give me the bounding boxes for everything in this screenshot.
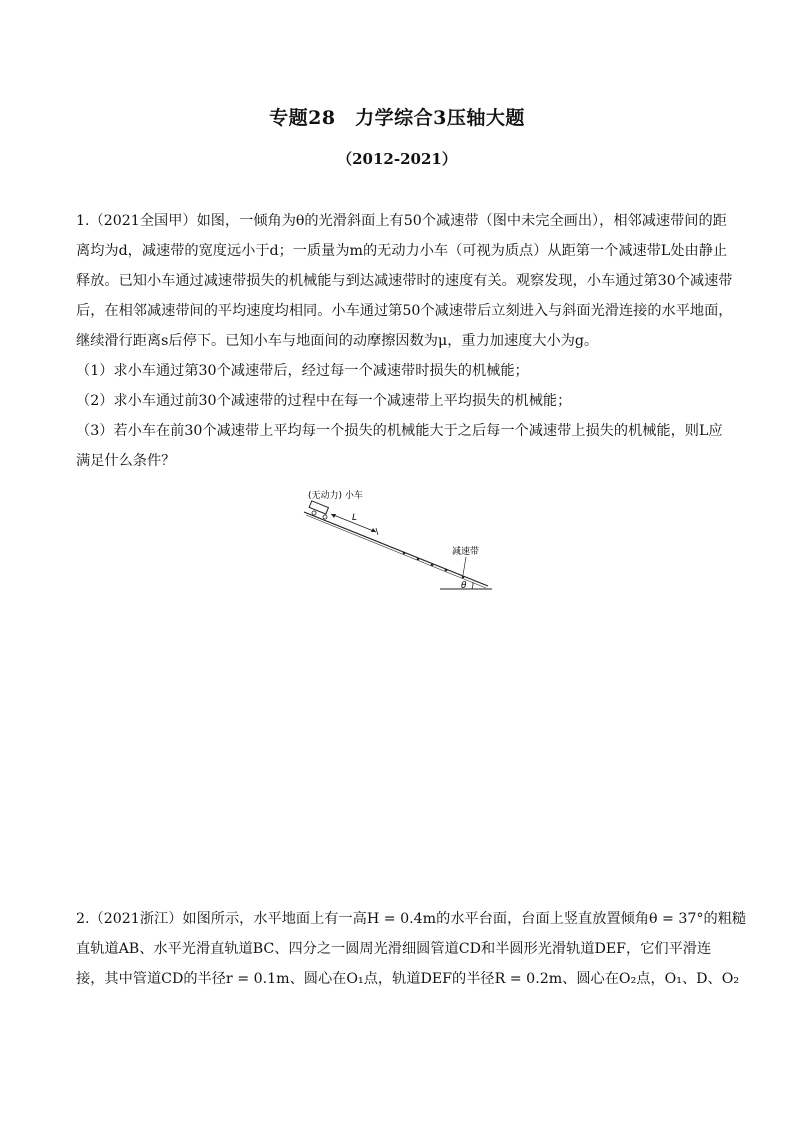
incline-figure: [300, 487, 500, 597]
speed-bump: [417, 558, 420, 561]
subquestion-2: （2）求小车通过前30个减速带的过程中在每一个减速带上平均损失的机械能；: [76, 393, 572, 409]
question-1: [76, 206, 733, 476]
question-2-line: 2.（2021浙江）如图所示，水平地面上有一高H = 0.4m的水平台面，台面上竖直放置倾角θ = 37°的粗糙: [76, 911, 747, 927]
question-1-line: 1.（2021全国甲）如图，一倾角为θ的光滑斜面上有50个减速带（图中未完全画出），相邻减速带间的距: [76, 213, 727, 229]
question-2-line: 接，其中管道CD的半径r = 0.1m、圆心在O₁点，轨道DEF的半径R = 0.2m、圆心在O₂点，O₁、D、O₂: [76, 971, 740, 987]
speed-bump: [445, 569, 448, 572]
speed-bump: [403, 552, 406, 555]
page-subtitle: （2012-2021）: [337, 150, 457, 168]
angle-label: θ: [461, 581, 467, 591]
bump-pointer: [463, 557, 466, 575]
page-title: 专题28 力学综合3压轴大题: [269, 107, 525, 129]
car-label: (无动力) 小车: [308, 491, 363, 501]
car-icon: [309, 501, 328, 519]
question-1-line: 后，在相邻减速带间的平均速度均相同。小车通过第50个减速带后立刻进入与斜面光滑连接的水平地面，: [76, 303, 733, 319]
question-1-line: 释放。已知小车通过减速带损失的机械能与到达减速带时的速度有关。观察发现，小车通过第30个减速带: [76, 273, 733, 289]
bump-label: 减速带: [452, 547, 480, 557]
subquestion-1: （1）求小车通过第30个减速带后，经过每一个减速带时损失的机械能；: [76, 363, 529, 379]
question-2: [76, 904, 747, 994]
speed-bump: [431, 564, 434, 567]
subquestion-3-continued: 满足什么条件？: [76, 453, 176, 469]
distance-label: L: [352, 513, 358, 523]
question-1-line: 继续滑行距离s后停下。已知小车与地面间的动摩擦因数为μ，重力加速度大小为g。: [76, 333, 599, 349]
speed-bump: [462, 576, 465, 579]
subquestion-3: （3）若小车在前30个减速带上平均每一个损失的机械能大于之后每一个减速带上损失的机械能，则L应: [76, 423, 723, 439]
angle-arc: [472, 582, 473, 589]
question-1-line: 离均为d，减速带的宽度远小于d；一质量为m的无动力小车（可视为质点）从距第一个减速带L处由静止: [76, 243, 728, 259]
question-2-line: 直轨道AB、水平光滑直轨道BC、四分之一圆周光滑细圆管道CD和半圆形光滑轨道DEF，它们平滑连: [76, 941, 712, 957]
